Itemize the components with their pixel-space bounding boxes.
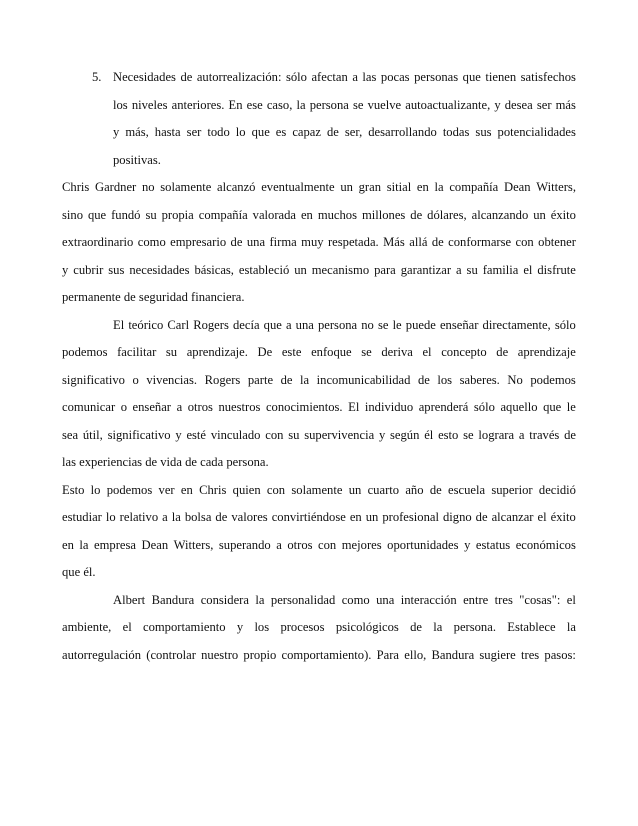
paragraph-rogers-line: comunicar o enseñar a otros nuestros conocimientos. El individuo aprenderá sólo aquello que le [62, 400, 576, 414]
paragraph-gardner-line: permanente de seguridad financiera. [62, 290, 245, 304]
paragraph-chris-line: en la empresa Dean Witters, superando a otros con mejores oportunidades y estatus económicos [62, 537, 576, 552]
paragraph-rogers-line: sea útil, significativo y esté vinculado con su supervivencia y según él esto se lograra a través de [62, 427, 576, 442]
list-item-line: Necesidades de autorrealización: sólo afectan a las pocas personas que tienen satisfechos [113, 70, 576, 84]
paragraph-gardner-line: Chris Gardner no solamente alcanzó eventualmente un gran sitial en la compañía Dean Witters, [62, 180, 576, 194]
paragraph-rogers-line: podemos facilitar su aprendizaje. De este enfoque se deriva el concepto de aprendizaje [62, 345, 576, 359]
paragraph-bandura-line: ambiente, el comportamiento y los procesos psicológicos de la persona. Establece la [62, 620, 576, 634]
paragraph-chris-line: Esto lo podemos ver en Chris quien con solamente un cuarto año de escuela superior decidió [62, 482, 576, 497]
list-item-line: positivas. [113, 152, 161, 167]
list-item-number: 5. [92, 70, 102, 84]
list-item-line: y más, hasta ser todo lo que es capaz de ser, desarrollando todas sus potencialidades [113, 125, 576, 139]
paragraph-gardner-line: sino que fundó su propia compañía valorada en muchos millones de dólares, alcanzando un éxito [62, 207, 576, 222]
paragraph-bandura-line: Albert Bandura considera la personalidad como una interacción entre tres "cosas": el [113, 592, 576, 607]
paragraph-rogers-line: El teórico Carl Rogers decía que a una persona no se le puede enseñar directamente, sólo [113, 317, 576, 332]
paragraph-chris-line: estudiar lo relativo a la bolsa de valores convirtiéndose en un profesional digno de alcanzar el éxito [62, 510, 576, 524]
paragraph-bandura-line: autorregulación (controlar nuestro propio comportamiento). Para ello, Bandura sugiere tres pasos: [62, 647, 576, 662]
paragraph-gardner-line: y cubrir sus necesidades básicas, estableció un mecanismo para garantizar a su familia el disfrute [62, 262, 576, 277]
paragraph-gardner-line: extraordinario como empresario de una firma muy respetada. Más allá de conformarse con obtener [62, 235, 576, 249]
paragraph-chris-line: que él. [62, 565, 96, 579]
paragraph-rogers-line: significativo o vivencias. Rogers parte de la incomunicabilidad de los saberes. No podemos [62, 372, 576, 387]
paragraph-rogers-line: las experiencias de vida de cada persona. [62, 455, 269, 469]
list-item-line: los niveles anteriores. En ese caso, la persona se vuelve autoactualizante, y desea ser más [113, 97, 576, 112]
